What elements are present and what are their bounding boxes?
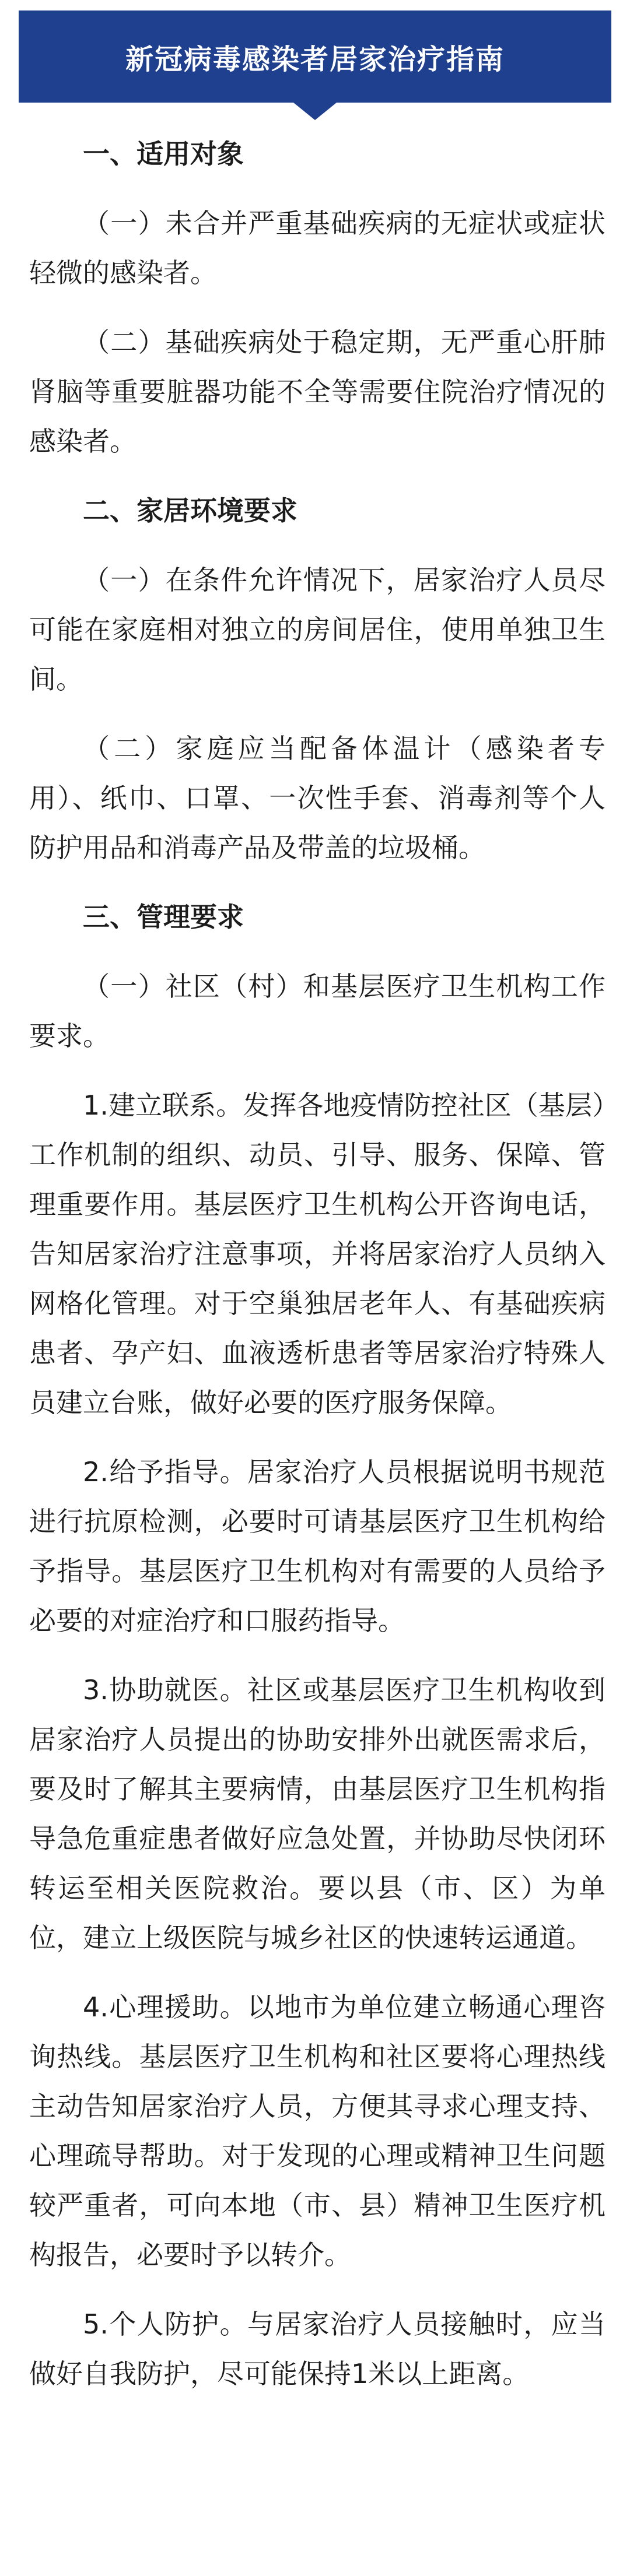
section-home-environment [29,486,606,873]
section-applicable-targets [29,129,606,466]
paragraph: 4.心理援助。以地市为单位建立畅通心理咨询热线。基层医疗卫生机构和社区要将心理热线主动告知居家治疗人员，方便其寻求心理支持、心理疏导帮助。对于发现的心理或精神卫生问题较严重者，可向本地（市、县）精神卫生医疗机构报告，必要时予以转介。 [29,1991,606,2271]
document-body [29,129,606,2419]
section-management-requirements [29,892,606,2399]
paragraph: （一）在条件允许情况下，居家治疗人员尽可能在家庭相对独立的房间居住，使用单独卫生间。 [29,564,606,695]
page-title: 新冠病毒感染者居家治疗指南 [125,43,505,76]
paragraph: （一）社区（村）和基层医疗卫生机构工作要求。 [29,971,606,1052]
section-heading: 一、适用对象 [83,138,244,170]
paragraph: （二）家庭应当配备体温计（感染者专用）、纸巾、口罩、一次性手套、消毒剂等个人防护用品和消毒产品及带盖的垃圾桶。 [29,733,606,863]
banner-notch [293,103,337,120]
section-heading: 三、管理要求 [83,901,244,933]
section-heading: 二、家居环境要求 [83,495,298,526]
title-banner [19,10,611,103]
paragraph: （二）基础疾病处于稳定期，无严重心肝肺肾脑等重要脏器功能不全等需要住院治疗情况的感染者。 [29,326,606,457]
paragraph: （一）未合并严重基础疾病的无症状或症状轻微的感染者。 [29,208,606,289]
paragraph: 5.个人防护。与居家治疗人员接触时，应当做好自我防护，尽可能保持1米以上距离。 [29,2308,606,2389]
paragraph: 2.给予指导。居家治疗人员根据说明书规范进行抗原检测，必要时可请基层医疗卫生机构给予指导。基层医疗卫生机构对有需要的人员给予必要的对症治疗和口服药指导。 [29,1456,606,1636]
paragraph: 3.协助就医。社区或基层医疗卫生机构收到居家治疗人员提出的协助安排外出就医需求后，要及时了解其主要病情，由基层医疗卫生机构指导急危重症患者做好应急处置，并协助尽快闭环转运至相关医院救治。要以县（市、区）为单位，建立上级医院与城乡社区的快速转运通道。 [29,1674,606,1953]
paragraph: 1.建立联系。发挥各地疫情防控社区（基层）工作机制的组织、动员、引导、服务、保障、管理重要作用。基层医疗卫生机构公开咨询电话，告知居家治疗注意事项，并将居家治疗人员纳入网格化管理。对于空巢独居老年人、有基础疾病患者、孕产妇、血液透析患者等居家治疗特殊人员建立台账，做好必要的医疗服务保障。 [29,1090,606,1418]
